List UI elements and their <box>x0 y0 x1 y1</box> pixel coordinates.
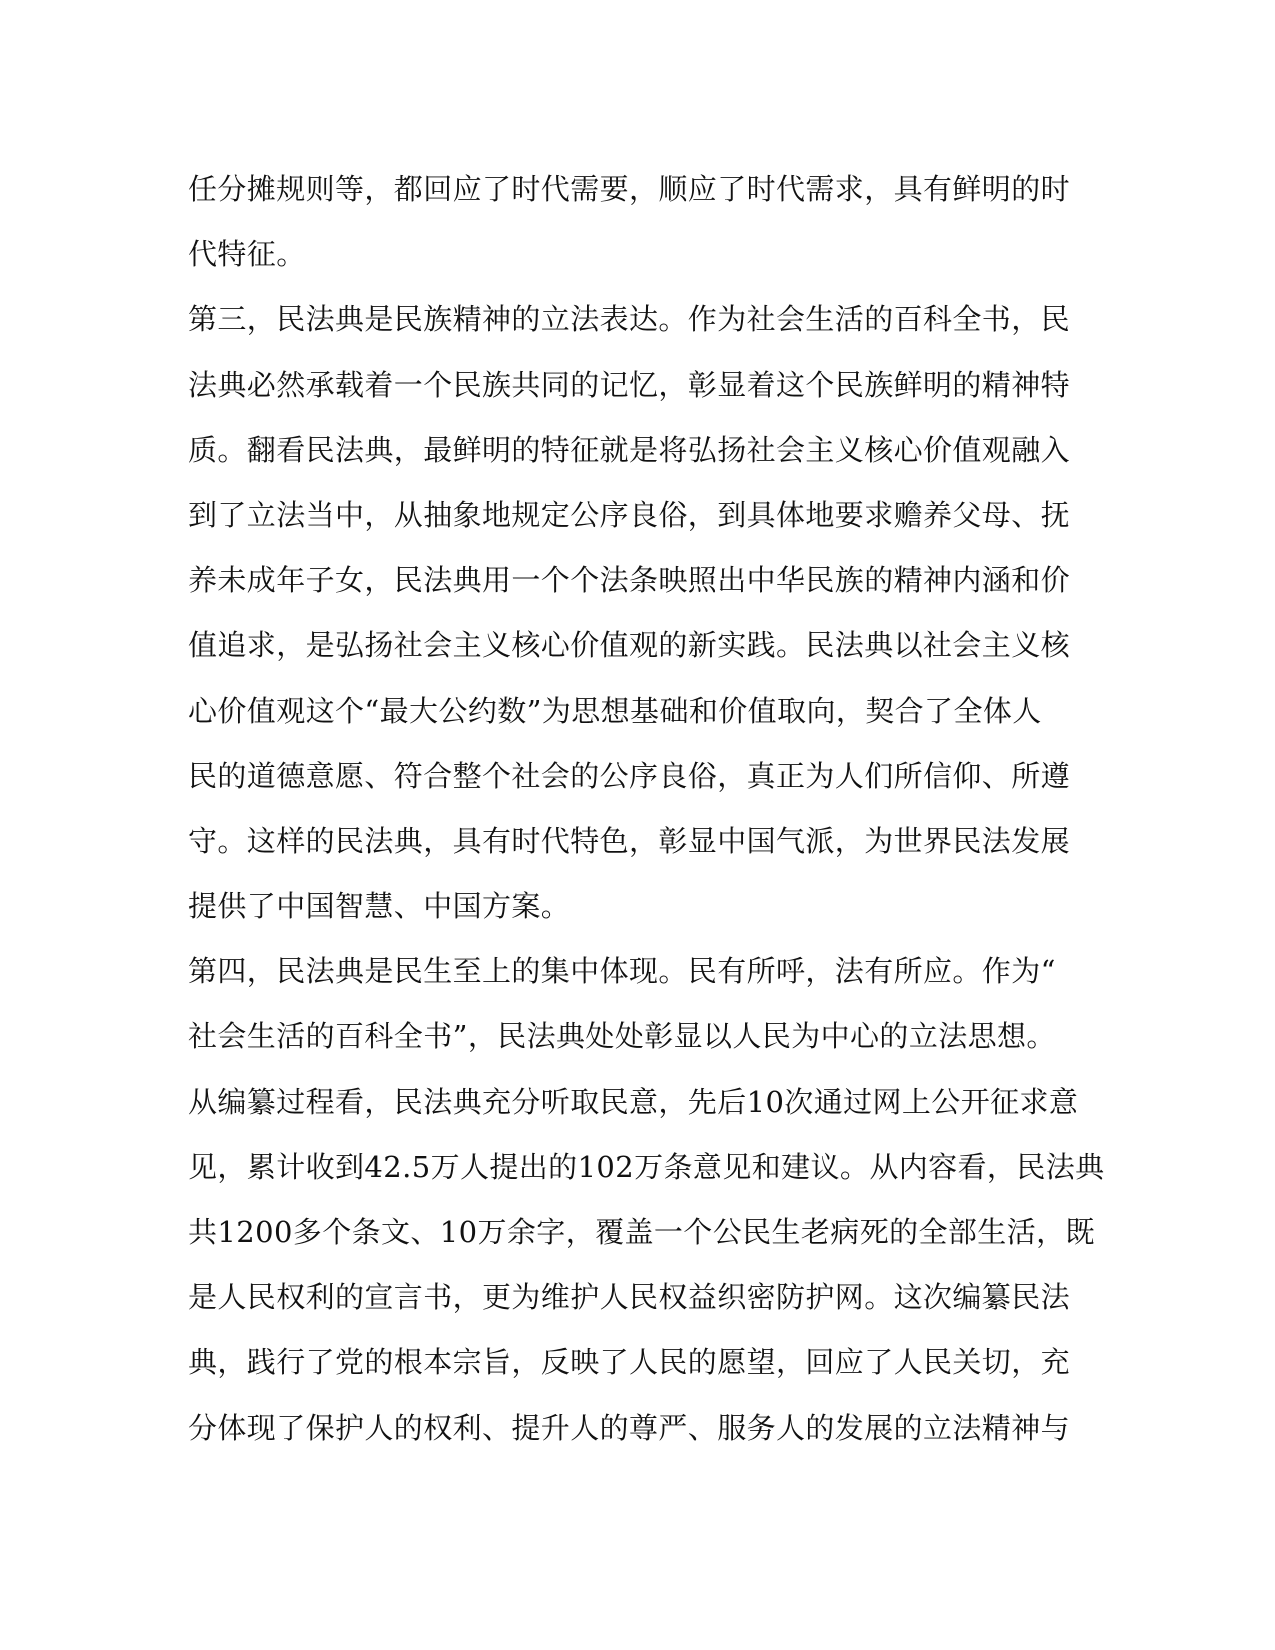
text-line: 民的道德意愿、符合整个社会的公序良俗，真正为人们所信仰、所遵 <box>188 758 1071 793</box>
text-line: 社会生活的百科全书”，民法典处处彰显以人民为中心的立法思想。 <box>188 1019 1056 1054</box>
text-line: 代特征。 <box>188 237 306 272</box>
text-line: 提供了中国智慧、中国方案。 <box>188 889 571 924</box>
text-line: 典，践行了党的根本宗旨，反映了人民的愿望，回应了人民关切，充 <box>188 1345 1071 1380</box>
text-line: 分体现了保护人的权利、提升人的尊严、服务人的发展的立法精神与 <box>188 1410 1071 1445</box>
text-line: 共1200多个条文、10万余字，覆盖一个公民生老病死的全部生活，既 <box>188 1215 1095 1249</box>
text-line: 从编纂过程看，民法典充分听取民意，先后10次通过网上公开征求意 <box>188 1084 1079 1119</box>
text-line: 值追求，是弘扬社会主义核心价值观的新实践。民法典以社会主义核 <box>188 628 1071 663</box>
text-line: 第四，民法典是民生至上的集中体现。民有所呼，法有所应。作为“ <box>188 954 1056 989</box>
body-text <box>188 157 1105 1461</box>
text-line: 到了立法当中，从抽象地规定公序良俗，到具体地要求赡养父母、抚 <box>188 497 1071 532</box>
text-line: 第三，民法典是民族精神的立法表达。作为社会生活的百科全书，民 <box>188 302 1071 337</box>
text-line: 见，累计收到42.5万人提出的102万条意见和建议。从内容看，民法典 <box>188 1149 1105 1184</box>
text-line: 任分摊规则等，都回应了时代需要，顺应了时代需求，具有鲜明的时 <box>188 172 1071 206</box>
text-line: 法典必然承载着一个民族共同的记忆，彰显着这个民族鲜明的精神特 <box>188 367 1071 402</box>
text-line: 是人民权利的宣言书，更为维护人民权益织密防护网。这次编纂民法 <box>188 1280 1071 1315</box>
text-line: 养未成年子女，民法典用一个个法条映照出中华民族的精神内涵和价 <box>188 563 1071 598</box>
text-line: 守。这样的民法典，具有时代特色，彰显中国气派，为世界民法发展 <box>188 823 1071 858</box>
text-line: 质。翻看民法典，最鲜明的特征就是将弘扬社会主义核心价值观融入 <box>188 432 1071 467</box>
text-line: 心价值观这个“最大公约数”为思想基础和价值取向，契合了全体人 <box>188 693 1042 728</box>
